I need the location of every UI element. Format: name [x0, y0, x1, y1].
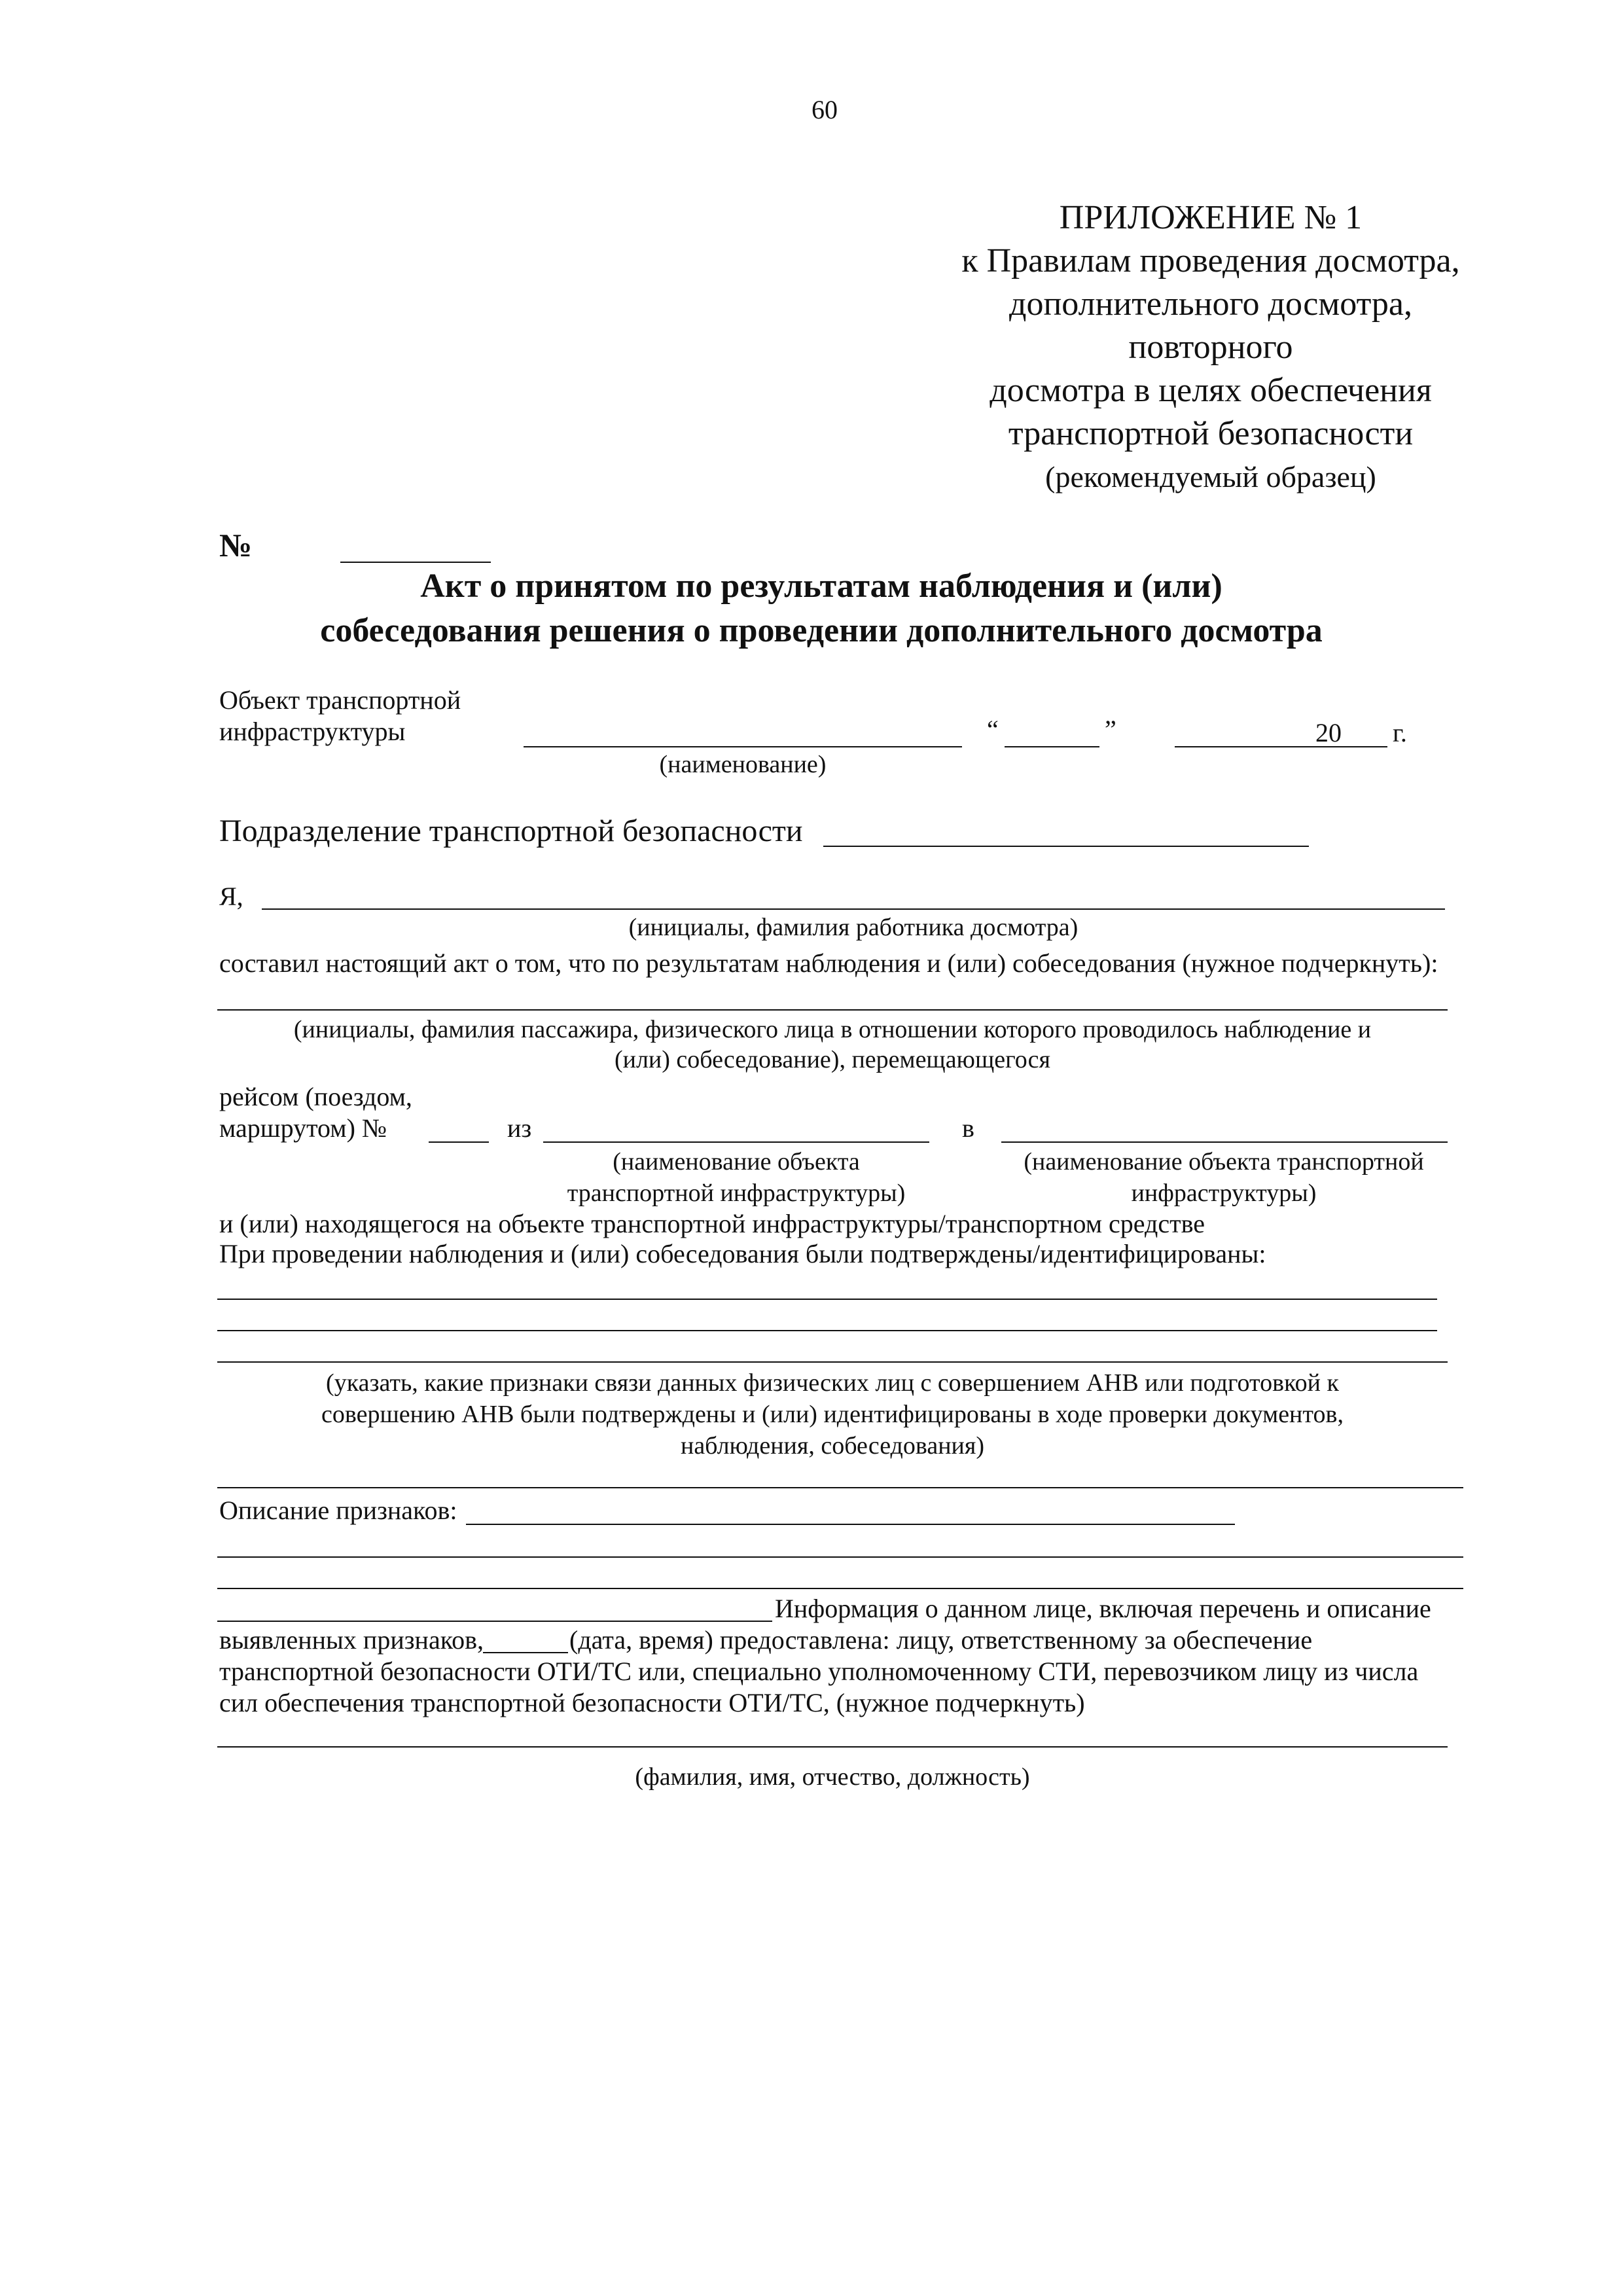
route-to-caption-line1: (наименование объекта транспортной — [1024, 1148, 1424, 1175]
route-label-line2: маршрутом) № — [219, 1113, 387, 1143]
info-line1: Информация о данном лице, включая перечень и описание — [775, 1594, 1431, 1623]
route-to-label: в — [962, 1113, 974, 1143]
recipient-field[interactable] — [217, 1746, 1448, 1748]
route-number-field[interactable] — [429, 1141, 489, 1143]
route-label-line1: рейсом (поездом, — [219, 1082, 412, 1111]
quote-close: ” — [1105, 715, 1116, 744]
description-field-1[interactable] — [466, 1524, 1235, 1525]
appendix-note: (рекомендуемый образец) — [1045, 460, 1376, 493]
confirmed-line: При проведении наблюдения и (или) собеседования были подтверждены/идентифицированы: — [219, 1239, 1266, 1268]
inspector-name-field[interactable] — [262, 908, 1445, 910]
appendix-line: ПРИЛОЖЕНИЕ № 1 — [1059, 199, 1363, 236]
appendix-header — [851, 196, 1571, 499]
appendix-line: повторного — [1128, 329, 1293, 366]
act-number-sign: № — [219, 527, 253, 564]
act-title-line1: Акт о принятом по результатам наблюдения и (или) — [420, 567, 1222, 605]
date-year-suffix: г. — [1393, 718, 1407, 747]
description-field-2[interactable] — [217, 1556, 1463, 1558]
location-line: и (или) находящегося на объекте транспортной инфраструктуры/транспортном средстве — [219, 1209, 1205, 1238]
date-day-field[interactable] — [1005, 746, 1099, 747]
appendix-line: к Правилам проведения досмотра, — [961, 242, 1460, 279]
date-month-field[interactable] — [1175, 746, 1387, 747]
division-label: Подразделение транспортной безопасности — [219, 814, 803, 848]
signs-extra-line[interactable] — [217, 1487, 1463, 1488]
appendix-line: досмотра в целях обеспечения — [990, 372, 1432, 409]
date-year-prefix: 20 — [1315, 718, 1342, 747]
confirmed-signs-field-2[interactable] — [217, 1330, 1437, 1331]
info-line2-rest: (дата, время) предоставлена: лицу, ответственному за обеспечение — [569, 1625, 1313, 1655]
signs-caption-line2: совершению АНВ были подтверждены и (или) идентифицированы в ходе проверки документов, — [321, 1401, 1344, 1428]
signs-caption-line3: наблюдения, собеседования) — [680, 1432, 984, 1460]
info-line2-prefix: выявленных признаков, — [219, 1625, 484, 1655]
object-label-line2: инфраструктуры — [219, 717, 406, 746]
description-field-3[interactable] — [217, 1588, 1463, 1589]
route-to-caption-line2: инфраструктуры) — [1131, 1179, 1317, 1207]
confirmed-signs-field-1[interactable] — [217, 1299, 1437, 1300]
description-label: Описание признаков: — [219, 1496, 457, 1525]
passenger-caption-line1: (инициалы, фамилия пассажира, физического лица в отношении которого проводилось наблюдение и — [293, 1016, 1372, 1043]
inspector-prefix: Я, — [219, 882, 243, 911]
description-field-4[interactable] — [217, 1621, 772, 1622]
object-name-field[interactable] — [524, 746, 962, 747]
confirmed-signs-field-3[interactable] — [217, 1361, 1448, 1363]
route-from-caption-line2: транспортной инфраструктуры) — [567, 1179, 906, 1207]
info-line3: транспортной безопасности ОТИ/ТС или, специально уполномоченному СТИ, перевозчиком лицу из числа — [219, 1657, 1419, 1686]
act-title-line2: собеседования решения о проведении дополнительного досмотра — [320, 612, 1323, 649]
final-caption: (фамилия, имя, отчество, должность) — [635, 1763, 1030, 1791]
route-from-label: из — [507, 1113, 532, 1143]
division-field[interactable] — [823, 846, 1309, 847]
object-name-caption: (наименование) — [659, 751, 827, 778]
signs-caption-line1: (указать, какие признаки связи данных физических лиц с совершением АНВ или подготовкой к — [326, 1369, 1339, 1397]
inspector-statement: составил настоящий акт о том, что по результатам наблюдения и (или) собеседования (нужное подчеркнуть): — [219, 948, 1438, 978]
inspector-caption: (инициалы, фамилия работника досмотра) — [628, 914, 1079, 941]
route-to-field[interactable] — [1001, 1141, 1448, 1143]
info-datetime-field[interactable] — [483, 1652, 568, 1653]
appendix-line: транспортной безопасности — [1008, 415, 1414, 452]
object-label-line1: Объект транспортной — [219, 685, 461, 715]
passenger-name-field[interactable] — [217, 1009, 1448, 1011]
page-number: 60 — [812, 95, 838, 124]
appendix-line: дополнительного досмотра, — [1008, 285, 1413, 323]
quote-open: “ — [987, 715, 999, 744]
route-from-field[interactable] — [543, 1141, 929, 1143]
info-line4: сил обеспечения транспортной безопасности ОТИ/ТС, (нужное подчеркнуть) — [219, 1688, 1085, 1717]
route-from-caption-line1: (наименование объекта — [613, 1148, 860, 1175]
passenger-caption-line2: (или) собеседование), перемещающегося — [614, 1046, 1051, 1073]
act-number-field[interactable] — [340, 562, 491, 563]
